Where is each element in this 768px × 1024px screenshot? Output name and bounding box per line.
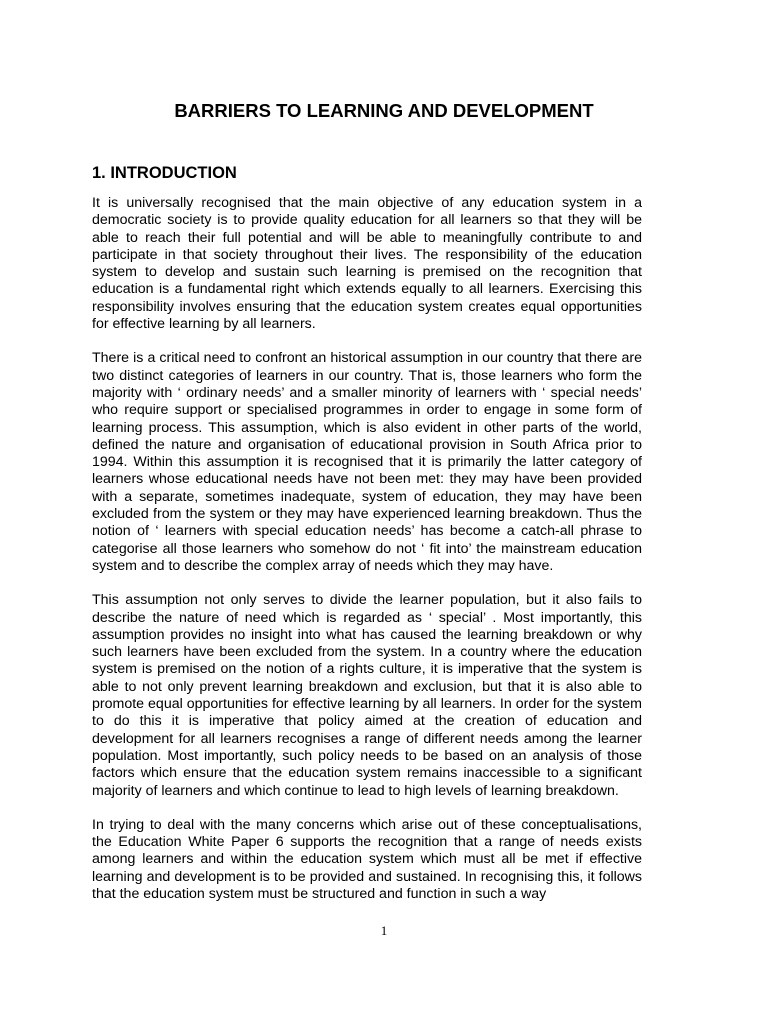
page-number: 1 (380, 923, 388, 938)
body-text (92, 195, 642, 920)
paragraph-4: In trying to deal with the many concerns which arise out of these conceptualisations, the Education White Paper 6 supports the recognition that a range of needs exists among learners and within the education system which must all be met if effective learning and development is to be provided and sustained. In recognising this, it follows that the education system must be structured and function in such a way (92, 816, 642, 902)
section-heading-introduction: 1. INTRODUCTION (92, 164, 237, 182)
document-title: BARRIERS TO LEARNING AND DEVELOPMENT (174, 100, 594, 121)
paragraph-3: This assumption not only serves to divide the learner population, but it also fails to describe the nature of need which is regarded as ‘ special’ . Most importantly, this assumption provides no insight into what has caused the learning breakdown or why such learners have been excluded from the system. In a country where the education system is premised on the notion of a rights culture, it is imperative that the system is able to not only prevent learning breakdown and exclusion, but that it is also able to promote equal opportunities for effective learning by all learners. In order for the system to do this it is imperative that policy aimed at the creation of education and development for all learners recognises a range of different needs among the learner population. Most importantly, such policy needs to be based on an analysis of those factors which ensure that the education system remains inaccessible to a significant majority of learners and which continue to lead to high levels of learning breakdown. (92, 592, 642, 799)
paragraph-2: There is a critical need to confront an historical assumption in our country that there are two distinct categories of learners in our country. That is, those learners who form the majority with ‘ ordinary needs’ and a smaller minority of learners with ‘ special needs’ who require support or specialised programmes in order to engage in some form of learning process. This assumption, which is also evident in other parts of the world, defined the nature and organisation of educational provision in South Africa prior to 1994. Within this assumption it is recognised that it is primarily the latter category of learners whose educational needs have not been met: they may have been provided with a separate, sometimes inadequate, system of education, they may have been excluded from the system or they may have experienced learning breakdown. Thus the notion of ‘ learners with special education needs’ has become a catch-all phrase to categorise all those learners who somehow do not ‘ fit into’ the mainstream education system and to describe the complex array of needs which they may have. (92, 350, 642, 574)
paragraph-1: It is universally recognised that the main objective of any education system in a democratic society is to provide quality education for all learners so that they will be able to reach their full potential and will be able to meaningfully contribute to and participate in that society throughout their lives. The responsibility of the education system to develop and sustain such learning is premised on the recognition that education is a fundamental right which extends equally to all learners. Exercising this responsibility involves ensuring that the education system creates equal opportunities for effective learning by all learners. (92, 195, 642, 333)
